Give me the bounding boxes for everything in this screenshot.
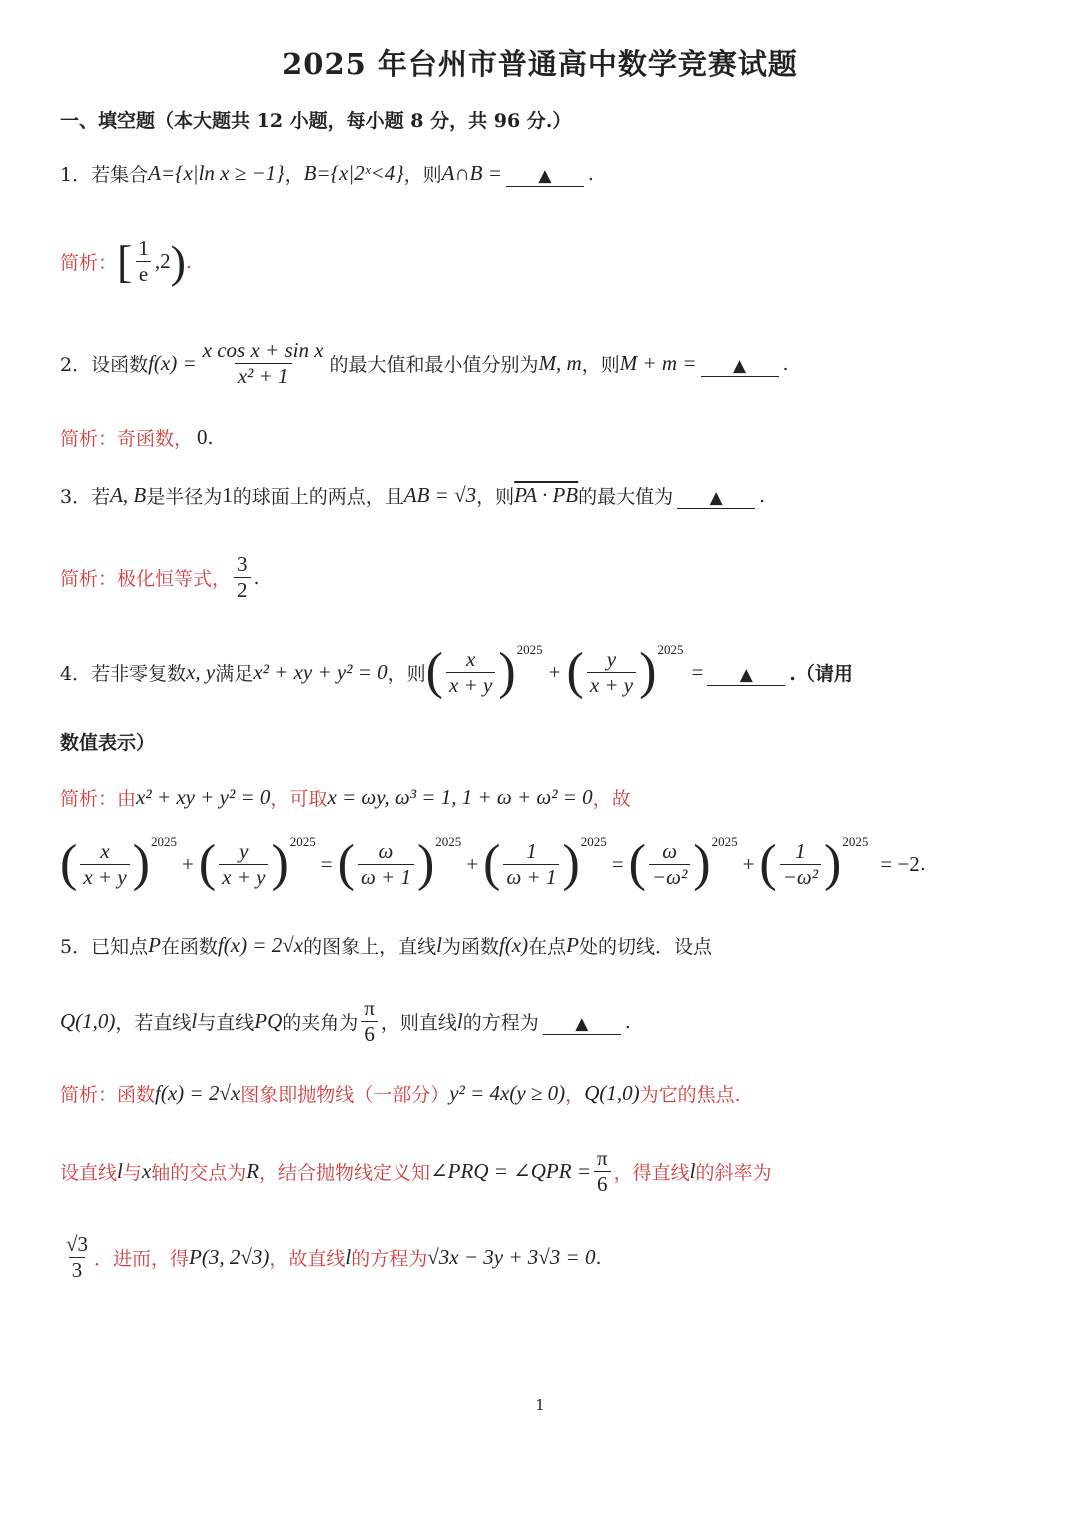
q5-l2: l (191, 1009, 198, 1033)
q3-cond: AB = √3 (403, 483, 477, 507)
q4-plus: + (548, 659, 561, 684)
question-4-cont (60, 728, 155, 755)
question-2 (60, 338, 789, 389)
q4-text: 4．若非零复数 (60, 662, 187, 685)
q5-text: 5．已知点 (60, 936, 149, 958)
answer-4-equation: ( $\frac{x}{x + y}$ ) 2025 + ( $\frac{y}{x + y}$ ) 2025 = ( $\frac{\omega}{\omega + 1}$ ) 2025 + ( $\frac{1}{\omega + 1}$ ) 2025 = ( $\frac{\omega}{\text{−ω²}}$ ) 2025 + ( $\frac{1}{\text{−ω²}}$ ) 2025 = −2 . (60, 834, 926, 892)
q4-text-b: 满足 (215, 662, 254, 685)
q5-text-i: 的夹角为 (282, 1012, 359, 1034)
question-1 (60, 160, 594, 187)
a4-f3d: ω + 1 (358, 864, 414, 890)
q4-d2: x + y (587, 672, 636, 698)
section-heading: 一、填空题（本大题共 12 小题，每小题 8 分，共 96 分.） (60, 110, 572, 132)
question-4 (60, 642, 853, 700)
a5-t11: ．进而，得 (94, 1248, 190, 1270)
q5-pq: PQ (254, 1009, 283, 1033)
paren-open: ( (759, 835, 777, 892)
q5-q: Q(1,0) (60, 1009, 116, 1033)
answer-5 (60, 1080, 741, 1107)
paren-open: ( (628, 835, 646, 892)
q5-six: 6 (361, 1021, 378, 1047)
answer-3 (60, 552, 260, 603)
a3-num: 3 (237, 552, 248, 576)
q5-end: . (624, 1010, 631, 1033)
a3-label: 简析： (60, 568, 118, 590)
q2-num: x cos x + sin x (202, 338, 324, 362)
a4-frac-2 (219, 839, 268, 890)
a5-t3: ， (565, 1084, 585, 1106)
q2-text-c: ，则 (581, 354, 620, 376)
a4-f2n: y (239, 838, 249, 863)
a2-end: . (207, 426, 214, 449)
a5-l: l (117, 1159, 123, 1183)
paren-close: ) (416, 835, 435, 892)
question-3 (60, 482, 765, 509)
a3-fraction (234, 552, 251, 603)
q4-exp-2: 2025 (657, 642, 684, 657)
a5-t1: 函数 (117, 1084, 156, 1106)
q5-angle (361, 996, 378, 1047)
paren-open: ( (425, 643, 443, 700)
q5-pi: π (364, 996, 375, 1020)
a5-t13: 的方程为 (351, 1248, 428, 1270)
a1-end: . (185, 250, 192, 273)
a4-f5d: −ω² (649, 864, 690, 890)
a1-close-bracket: ) (170, 235, 186, 287)
a1-label: 简析： (60, 252, 118, 274)
q5-text-d: 为函数 (441, 936, 499, 958)
answer-blank (677, 486, 755, 509)
a4-exp: 2025 (150, 834, 177, 849)
q1-text-b: ，则 (403, 164, 442, 186)
q2-func: f(x) = (148, 351, 197, 375)
q1-text: 1．若集合 (60, 164, 149, 186)
a2-text: 奇函数， (117, 428, 194, 450)
q3-text: 3．若 (60, 486, 111, 508)
a5-t10: 的斜率为 (695, 1162, 772, 1184)
q3-dot-product: PA · PB (514, 483, 579, 507)
answer-4 (60, 784, 631, 811)
a5-t8: ，结合抛物线定义知 (259, 1162, 431, 1184)
q2-den: x² + 1 (235, 363, 292, 389)
answer-1 (60, 236, 192, 287)
a1-open-bracket: [ (117, 235, 133, 287)
q4-d1: x + y (446, 672, 495, 698)
a4-f3n: ω (378, 838, 394, 863)
a5-slope (63, 1232, 91, 1283)
q4-eq: = (691, 659, 704, 684)
triangle-icon: ▲ (575, 1014, 589, 1034)
triangle-icon: ▲ (732, 356, 747, 376)
paren-close: ) (498, 643, 516, 700)
q5-text-j: ，则直线 (380, 1012, 457, 1034)
triangle-icon: ▲ (739, 664, 753, 685)
a2-value: 0 (197, 425, 208, 449)
a4-t1: 由 (117, 788, 137, 810)
a1-rest: ,2 (154, 249, 171, 273)
a4-frac-6 (780, 839, 821, 890)
q2-end: . (782, 352, 789, 375)
q1-end: . (587, 162, 594, 185)
q3-end: . (759, 484, 766, 507)
paren-close: ) (639, 643, 657, 700)
q3-text-e: 的最大值为 (578, 486, 674, 508)
a4-frac-4 (503, 839, 559, 890)
q5-l3: l (456, 1009, 463, 1033)
q2-text-b: 的最大值和最小值分别为 (329, 354, 539, 376)
paren-open: ( (337, 835, 355, 892)
a5-six: 6 (594, 1171, 611, 1197)
q4-xy: x, y (186, 659, 216, 684)
q5-text-h: 与直线 (197, 1012, 255, 1034)
q5-text-b: 在函数 (160, 936, 218, 958)
a5-m4: ∠PRQ = ∠QPR = (430, 1159, 591, 1183)
q4-cond: x² + xy + y² = 0 (253, 659, 388, 684)
a5-sd: 3 (69, 1257, 86, 1283)
answer-blank (543, 1012, 621, 1035)
triangle-icon: ▲ (709, 488, 723, 508)
a4-end: . (919, 853, 926, 875)
a5-t5: 设直线 (60, 1162, 118, 1184)
a4-exp: 2025 (711, 834, 738, 849)
a3-den: 2 (234, 577, 251, 603)
a4-exp: 2025 (289, 834, 316, 849)
a5-m2: y² = 4x(y ≥ 0) (449, 1081, 566, 1105)
paren-open: ( (198, 835, 217, 892)
q3-ab: A, B (110, 483, 147, 507)
a4-exp: 2025 (435, 834, 462, 849)
a5-l2: l (689, 1159, 696, 1183)
a5-m1: f(x) = 2√x (155, 1081, 241, 1105)
a4-f2d: x + y (219, 864, 268, 890)
a1-num: 1 (138, 236, 149, 260)
a4-frac-3 (358, 839, 414, 890)
q4-text-d: .（请用 (789, 662, 853, 685)
a4-frac-5 (649, 839, 690, 890)
a5-l3: l (345, 1245, 352, 1269)
a5-m3: Q(1,0) (584, 1081, 640, 1105)
a4-f4n: 1 (526, 838, 537, 863)
q4-n1: x (465, 646, 476, 671)
paren-open: ( (60, 835, 78, 892)
a5-t9: ，得直线 (613, 1162, 690, 1184)
q2-ask: M + m = (619, 351, 697, 375)
q5-p2: P (566, 933, 579, 957)
answer-5-cont (60, 1146, 771, 1197)
a1-fraction (135, 236, 152, 287)
q4-frac-2 (587, 647, 636, 698)
a4-label: 简析： (60, 788, 118, 810)
answer-blank (701, 354, 779, 377)
a3-end: . (253, 566, 260, 589)
a4-f6n: 1 (795, 838, 806, 863)
answer-2 (60, 424, 214, 451)
q1-ask: A∩B = (441, 161, 502, 185)
a5-x: x (141, 1159, 152, 1183)
a4-f1d: x + y (80, 864, 129, 890)
question-5-cont (60, 996, 631, 1047)
a5-t12: ，故直线 (269, 1248, 346, 1270)
q1-comma: ， (284, 164, 304, 186)
answer-blank (707, 663, 785, 686)
paren-close: ) (132, 835, 150, 892)
q3-one: 1 (222, 483, 233, 507)
a4-exp: 2025 (842, 834, 869, 849)
answer-5-final (60, 1232, 602, 1283)
a4-exp: 2025 (580, 834, 607, 849)
q3-text-c: 的球面上的两点，且 (232, 486, 404, 508)
a5-pi: π (597, 1146, 608, 1170)
q5-text-f: 处的切线．设点 (578, 936, 712, 958)
paren-close: ) (271, 835, 289, 892)
q4-exp-1: 2025 (516, 642, 543, 657)
paren-open: ( (566, 643, 584, 700)
q2-mm: M, m (538, 351, 582, 375)
a5-end: . (595, 1246, 602, 1269)
a4-t2: ，可取 (270, 788, 328, 810)
a5-t4: 为它的焦点. (639, 1084, 741, 1106)
q5-text-e: 在点 (528, 936, 567, 958)
a5-m5: P(3, 2√3) (189, 1245, 270, 1269)
a4-f5n: ω (662, 838, 678, 863)
q4-text-c: ，则 (387, 662, 426, 685)
a4-m1: x² + xy + y² = 0 (136, 785, 271, 809)
answer-blank (506, 164, 584, 187)
q5-p: P (148, 933, 161, 957)
q5-fx: f(x) (498, 933, 529, 957)
a4-f4d: ω + 1 (503, 864, 559, 890)
a1-den: e (136, 261, 151, 287)
a4-frac-1 (80, 839, 129, 890)
a5-t6: 与 (122, 1162, 142, 1184)
q3-text-b: 是半径为 (146, 486, 223, 508)
a4-f6d: −ω² (780, 864, 821, 890)
paren-close: ) (824, 835, 842, 892)
q4-frac-1 (446, 647, 495, 698)
q4-text-e: 数值表示） (60, 732, 156, 754)
a4-t3: ，故 (592, 788, 631, 810)
q2-fraction (200, 338, 327, 389)
a2-label: 简析： (60, 428, 118, 450)
q5-text-k: 的方程为 (462, 1012, 539, 1034)
q1-set-a: A={x|ln x ≥ −1} (148, 161, 285, 185)
a5-r: R (246, 1159, 260, 1183)
a5-t7: 轴的交点为 (151, 1162, 247, 1184)
paren-open: ( (483, 835, 501, 892)
a5-m6: √3x − 3y + 3√3 = 0 (427, 1245, 596, 1269)
q3-text-d: ，则 (476, 486, 515, 508)
a4-result: = −2 (880, 851, 920, 876)
q5-func: f(x) = 2√x (217, 933, 304, 957)
a5-sn: √3 (66, 1232, 89, 1256)
a4-m2: x = ωy, ω³ = 1, 1 + ω + ω² = 0 (327, 785, 593, 809)
page-title: 2025 年台州市普通高中数学竞赛试题 (282, 47, 798, 81)
a5-label: 简析： (60, 1084, 118, 1106)
paren-close: ) (562, 835, 580, 892)
a3-text: 极化恒等式， (117, 568, 232, 590)
a5-t2: 图象即抛物线（一部分） (240, 1084, 450, 1106)
q1-set-b: B={x|2ˣ<4} (303, 161, 404, 185)
q2-text: 2．设函数 (60, 354, 149, 376)
a4-f1n: x (100, 838, 110, 863)
question-5 (60, 932, 712, 959)
q5-l: l (436, 933, 442, 957)
page-number: 1 (535, 1396, 545, 1414)
paren-close: ) (693, 835, 711, 892)
triangle-icon: ▲ (538, 166, 552, 186)
q5-text-g: ，若直线 (115, 1012, 192, 1034)
q5-text-c: 的图象上，直线 (303, 936, 437, 958)
q4-n2: y (606, 646, 617, 671)
a5-angle (594, 1146, 611, 1197)
